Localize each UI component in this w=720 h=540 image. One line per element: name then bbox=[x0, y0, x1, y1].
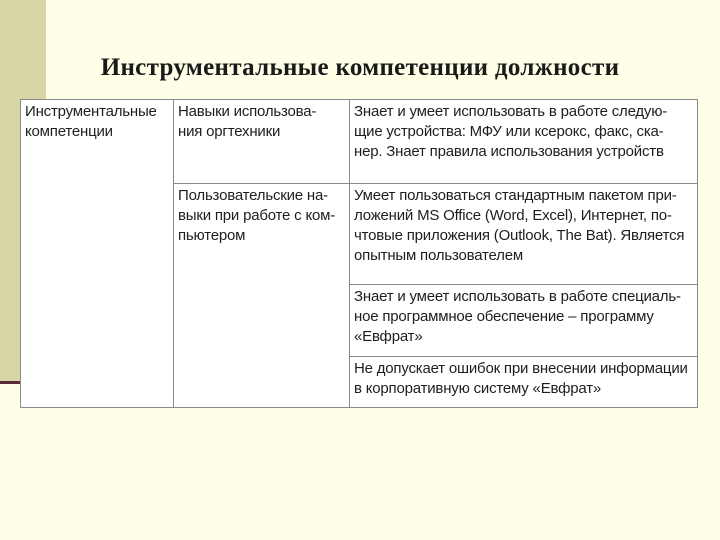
description-cell: Не допускает ошибок при внесении информации в корпоративную систему «Евфрат» bbox=[350, 357, 698, 408]
competencies-table-container bbox=[20, 99, 698, 407]
table-row bbox=[21, 100, 698, 184]
slide-title: Инструментальные компетенции должности bbox=[100, 54, 620, 81]
competencies-table bbox=[20, 99, 698, 408]
category-cell: Инструментальные компетенции bbox=[21, 100, 174, 408]
skill-cell: Навыки использова- ния оргтехники bbox=[174, 100, 350, 184]
description-cell: Умеет пользоваться стандартным пакетом при- ложений MS Office (Word, Excel), Интернет, по- чтовые приложения (Outlook, The Bat). Является опытным пользователем bbox=[350, 184, 698, 285]
description-cell: Знает и умеет использовать в работе специаль- ное программное обеспечение – программу «Евфрат» bbox=[350, 285, 698, 357]
skill-cell: Пользовательские на- выки при работе с ком- пьютером bbox=[174, 184, 350, 408]
description-cell: Знает и умеет использовать в работе следую- щие устройства: МФУ или ксерокс, факс, ска- нер. Знает правила использования устройств bbox=[350, 100, 698, 184]
